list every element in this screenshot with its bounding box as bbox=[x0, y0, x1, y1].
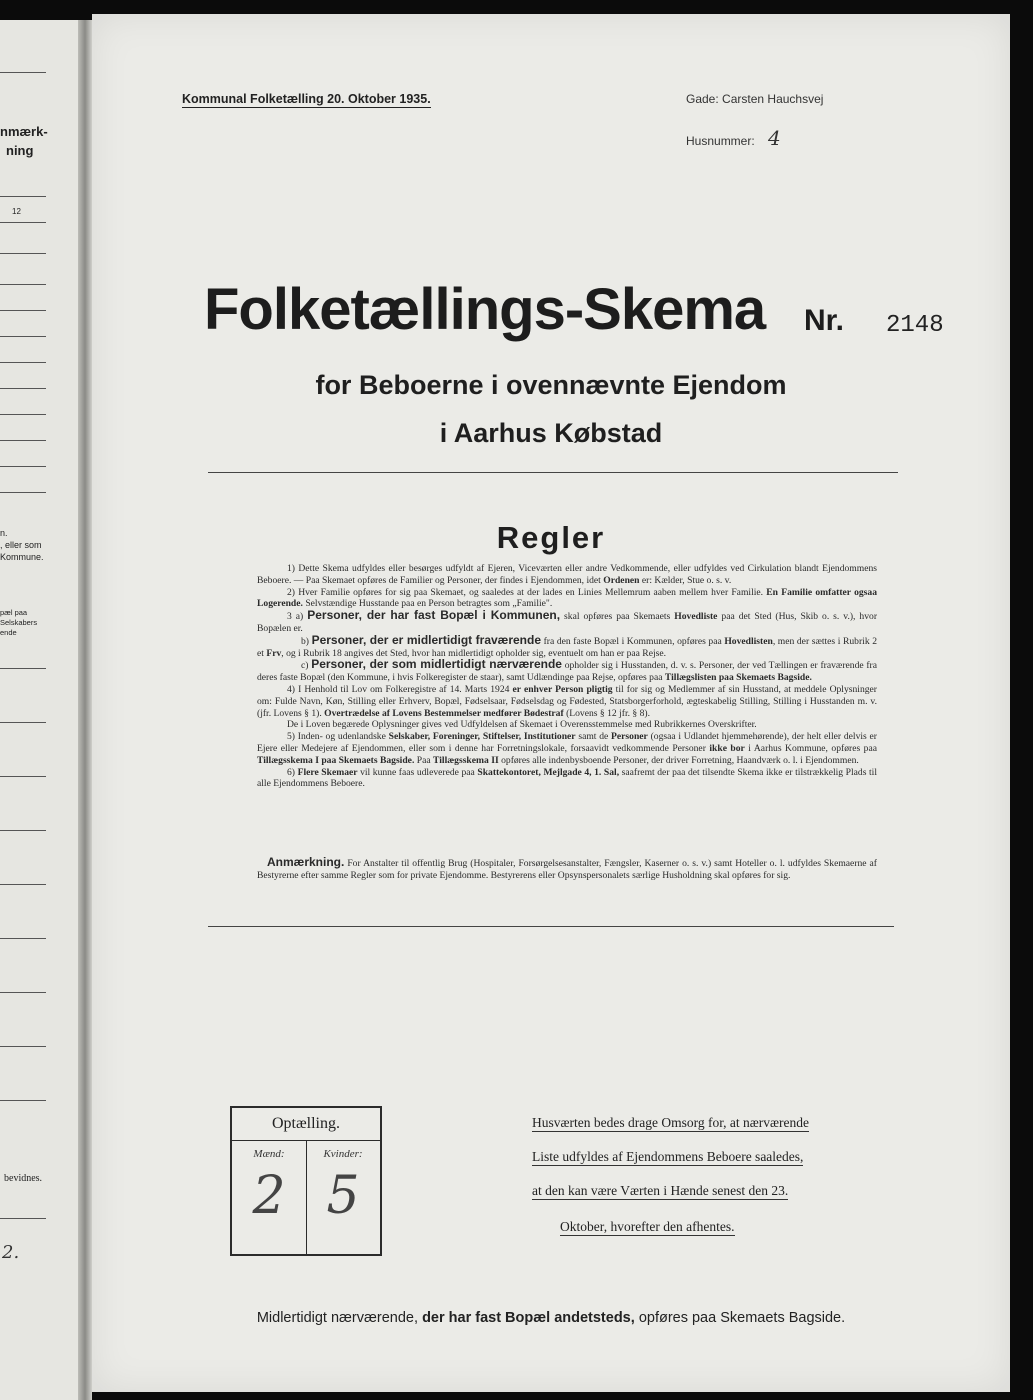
form-nr-value: 2148 bbox=[886, 312, 944, 339]
notice-line: Liste udfyldes af Ejendommens Beboere saaledes, bbox=[532, 1149, 804, 1164]
left-heading-line1: nmærk- bbox=[0, 124, 48, 139]
divider bbox=[0, 388, 46, 389]
divider bbox=[0, 938, 46, 939]
horizontal-rule bbox=[208, 472, 898, 473]
census-form-page bbox=[92, 14, 1010, 1392]
form-subtitle-2: i Aarhus Købstad bbox=[439, 418, 663, 448]
divider bbox=[0, 336, 46, 337]
house-number-field bbox=[686, 126, 781, 150]
divider bbox=[0, 1100, 46, 1101]
left-fragment: bevidnes. bbox=[4, 1173, 43, 1184]
annotation-note bbox=[257, 857, 877, 882]
divider bbox=[0, 830, 46, 831]
divider bbox=[0, 466, 46, 467]
divider bbox=[0, 222, 46, 223]
divider bbox=[0, 992, 46, 993]
rules-text bbox=[257, 563, 877, 790]
divider bbox=[0, 414, 46, 415]
left-fragment: pæl paa bbox=[0, 608, 28, 617]
left-fragment: n. bbox=[0, 528, 8, 538]
divider bbox=[0, 440, 46, 441]
house-number-label: Husnummer: bbox=[686, 134, 755, 148]
book-spine bbox=[78, 20, 92, 1400]
footer-pre: Midlertidigt nærværende, bbox=[256, 1310, 419, 1326]
women-count: 5 bbox=[326, 1166, 360, 1226]
note-text: For Anstalter til offentlig Brug (Hospitaler, Forsørgelsesanstalter, Fængsler, Kaserner o. s. v.) samt Hoteller o. l. udfyldes Skemaerne af Bestyrerne efter samme Regler som for private Ejendomme. Bestyrerens eller Opsynspersonalets særlige Husholdning skal opføres for sig. bbox=[257, 858, 877, 881]
divider bbox=[0, 1218, 46, 1219]
divider bbox=[0, 722, 46, 723]
left-fragment: Kommune. bbox=[0, 552, 44, 562]
divider bbox=[0, 310, 46, 311]
left-handwritten-mark: 2. bbox=[2, 1242, 20, 1263]
notice-line: Husværten bedes drage Omsorg for, at nærværende bbox=[532, 1115, 810, 1130]
divider bbox=[0, 668, 46, 669]
left-fragment: , eller som bbox=[0, 540, 42, 550]
rule-4: 4) I Henhold til Lov om Folkeregistre af 14. Marts 1924 er enhver Person pligtig til for sig og Medlemmer af sin Husstand, at meddele Oplysninger om: Fulde Navn, Køn, Stilling eller Erhverv, Bopæl, Fødselsaar, Fødselsdag og Fødested, Statsborgerforhold, ægteskabelig Stilling, Stilling i Husstanden m. v. (jfr. Lovens § 1). Overtrædelse af Lovens Bestemmelser medfører Bødestraf (Lovens § 12 jfr. § 8). bbox=[257, 683, 877, 719]
rules-heading: Regler bbox=[496, 520, 606, 555]
rule-3c: c) Personer, der som midlertidigt nærværende opholder sig i Husstanden, d. v. s. Personer, der ved Tællingen er fraværende fra deres faste Bopæl (den Kommune, i hvis Folkeregister de staar), samt Udlændinge paa Rejse, opføres paa Tillægslisten paa Skemaets Bagside. bbox=[257, 657, 878, 684]
footer-bold: der har fast Bopæl andetsteds, bbox=[422, 1310, 635, 1326]
count-box bbox=[230, 1106, 382, 1256]
left-heading-line2: ning bbox=[6, 143, 34, 158]
rule-4b: De i Loven begærede Oplysninger gives ved Udfyldelsen af Skemaet i Overensstemmelse med Rubrikkernes Overskrifter. bbox=[287, 719, 757, 731]
form-nr-label: Nr. bbox=[804, 304, 845, 337]
divider bbox=[0, 196, 46, 197]
divider bbox=[0, 284, 46, 285]
notice-line: at den kan være Værten i Hænde senest den 23. bbox=[532, 1183, 789, 1198]
women-label: Kvinder: bbox=[323, 1148, 363, 1160]
form-subtitle-1: for Beboerne i ovennævnte Ejendom bbox=[315, 370, 787, 400]
divider bbox=[0, 72, 46, 73]
rule-5: 5) Inden- og udenlandske Selskaber, Foreninger, Stiftelser, Institutioner samt de Personer (ogsaa i Udlandet hjemmehørende), der helt eller delvis er Ejere eller Medejere af Ejendommen, eller som i denne har Forretningslokale, forsaavidt vedkommende Personer ikke bor i Aarhus Kommune, opføres paa Tillægsskema I paa Skemaets Bagside. Paa Tillægsskema II opføres alle indenbysboende Personer, der driver Forretning, Haandværk o. l. i Ejendommen. bbox=[257, 731, 877, 766]
women-column bbox=[306, 1140, 380, 1254]
footer-note bbox=[92, 1310, 1010, 1326]
form-title: Folketællings-Skema bbox=[204, 277, 766, 342]
men-count: 2 bbox=[252, 1166, 286, 1226]
divider bbox=[0, 1046, 46, 1047]
left-fragment: Selskabers bbox=[0, 618, 38, 627]
note-lead: Anmærkning. bbox=[267, 855, 345, 869]
footer-post: opføres paa Skemaets Bagside. bbox=[638, 1310, 846, 1326]
street-label: Gade: bbox=[686, 92, 719, 106]
left-page-fragment bbox=[0, 20, 78, 1400]
divider bbox=[0, 362, 46, 363]
divider bbox=[0, 253, 46, 254]
house-number-value: 4 bbox=[768, 126, 781, 150]
rule-3a: 3 a) Personer, der har fast Bopæl i Kommunen, skal opføres paa Skemaets Hovedliste paa det Sted (Hus, Skib o. s. v.), hvor Bopælen er. bbox=[257, 608, 878, 634]
men-column bbox=[232, 1140, 307, 1254]
census-header-title: Kommunal Folketælling 20. Oktober 1935. bbox=[182, 92, 431, 106]
divider bbox=[0, 492, 46, 493]
street-field bbox=[686, 92, 823, 106]
left-fragment: ende bbox=[0, 628, 17, 637]
rule-2: 2) Hver Familie opføres for sig paa Skemaet, og saaledes at der lades en Linies Mellemrum aaben mellem hver Familie. En Familie omfatter ogsaa Logerende. Selvstændige Husstande paa en Person betragtes som „Familie". bbox=[257, 586, 877, 610]
count-heading: Optælling. bbox=[232, 1108, 380, 1141]
notice-line: Oktober, hvorefter den afhentes. bbox=[560, 1219, 735, 1234]
left-column-number: 12 bbox=[12, 207, 21, 216]
divider bbox=[0, 776, 46, 777]
rule-3b: b) Personer, der er midlertidigt fraværende fra den faste Bopæl i Kommunen, opføres paa Hovedlisten, men der sættes i Rubrik 2 et Frv, og i Rubrik 18 angives det Sted, hvor han midlertidigt opholder sig, eventuelt om han er paa Rejse. bbox=[257, 632, 877, 659]
men-label: Mænd: bbox=[253, 1148, 285, 1160]
rule-6: 6) Flere Skemaer vil kunne faas udleverede paa Skattekontoret, Mejlgade 4, 1. Sal, saafremt der paa det tilsendte Skema ikke er tilstrækkelig Plads til alle Ejendommens Beboere. bbox=[257, 766, 877, 790]
street-value: Carsten Hauchsvej bbox=[722, 92, 824, 106]
divider bbox=[0, 884, 46, 885]
horizontal-rule bbox=[208, 926, 894, 927]
rule-1: 1) Dette Skema udfyldes eller besørges udfyldt af Ejeren, Viceværten eller andre Vedkommende, eller udfyldes ved Cirkulation blandt Ejendommens Beboere. — Paa Skemaet opføres de Familier og Personer, der findes i Ejendommen, idet Ordenen er: Kælder, Stue o. s. v. bbox=[257, 563, 877, 586]
